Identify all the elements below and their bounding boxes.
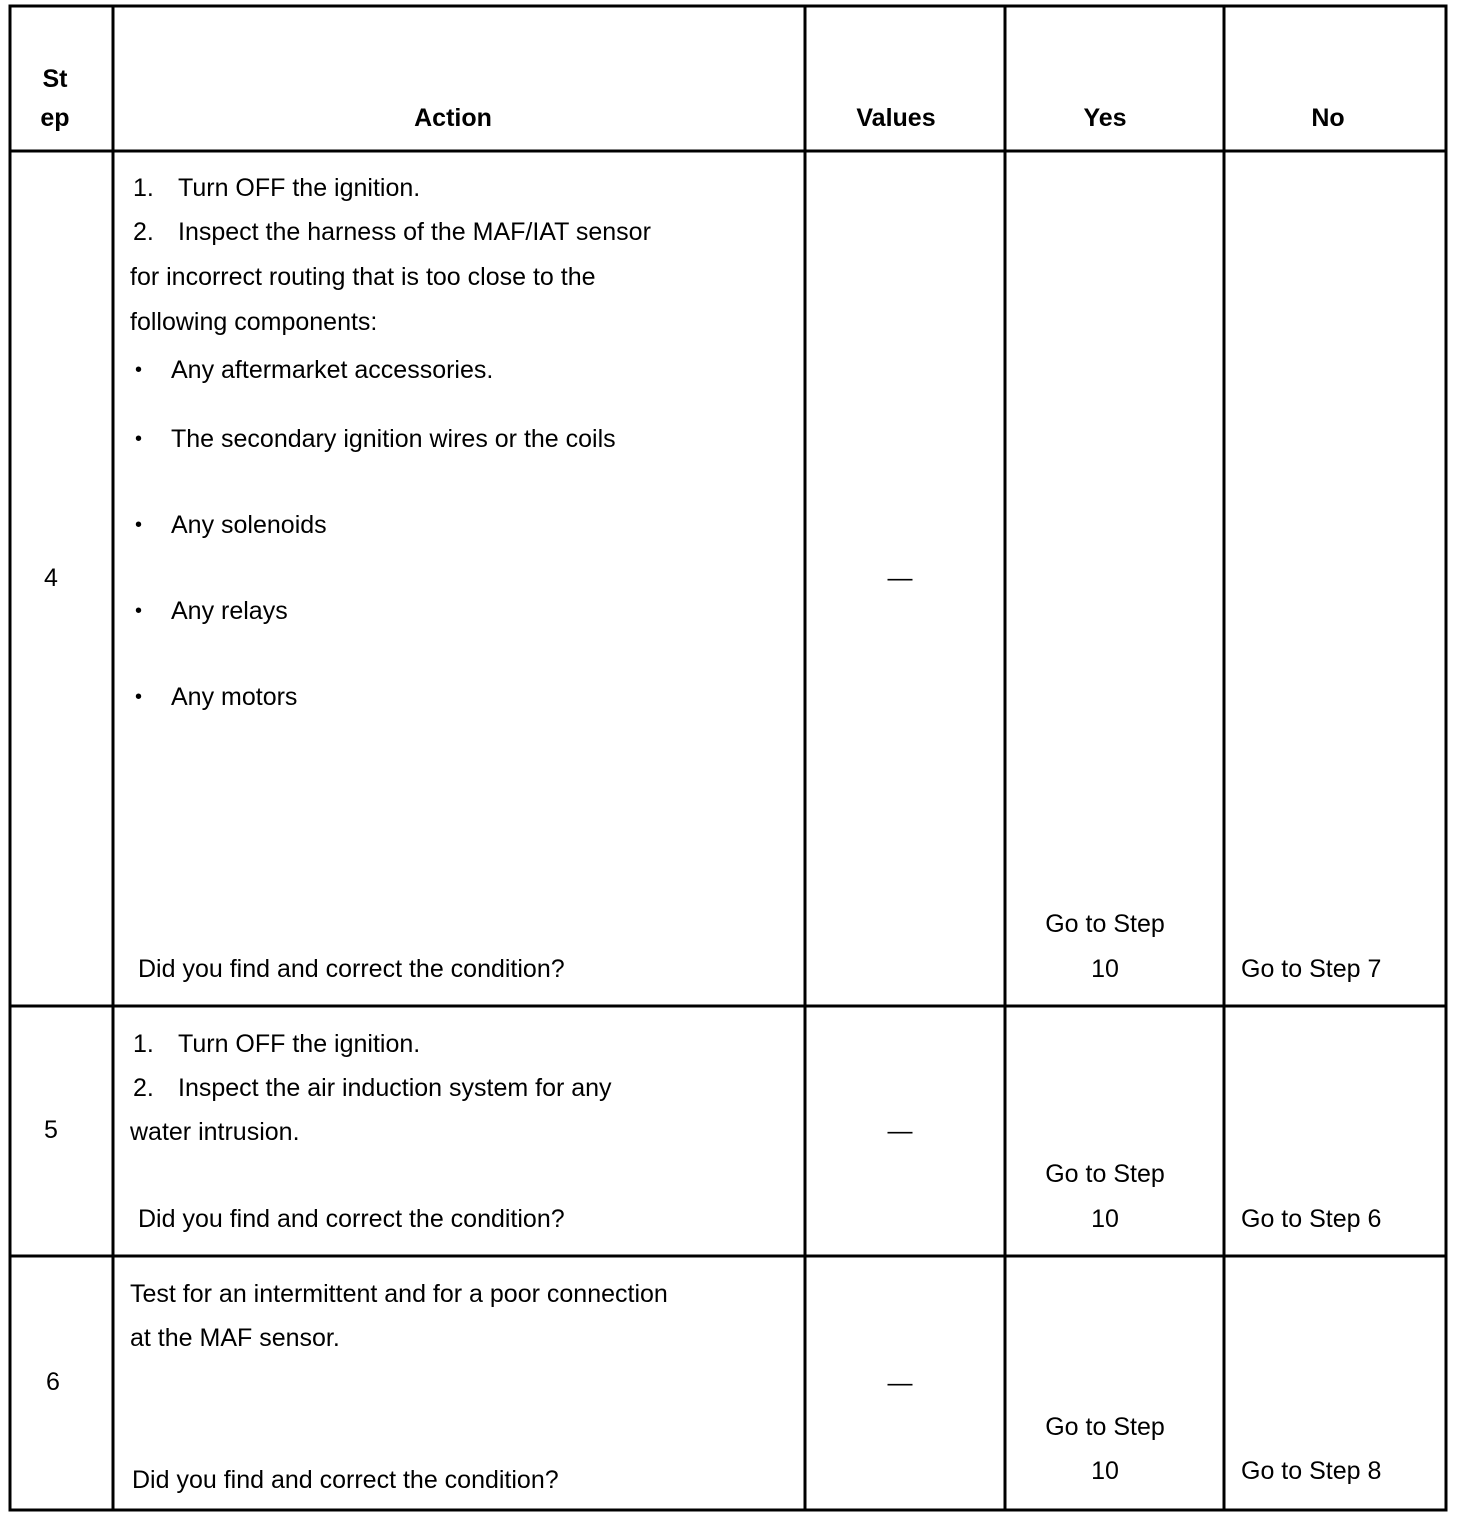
action-step-text: Turn OFF the ignition. (178, 174, 421, 202)
yes-cell-line2: 10 (1091, 1457, 1119, 1485)
bullet-marker: • (135, 514, 143, 536)
yes-cell-line1: Go to Step (1045, 910, 1165, 938)
step-number: 6 (46, 1368, 60, 1396)
yes-cell-line2: 10 (1091, 955, 1119, 983)
no-cell: Go to Step 7 (1241, 955, 1382, 983)
header-action: Action (414, 104, 492, 132)
yes-cell-line1: Go to Step (1045, 1160, 1165, 1188)
bullet-item: Any relays (171, 597, 288, 625)
bullet-marker: • (135, 600, 143, 622)
header-yes: Yes (1083, 104, 1127, 132)
action-step-text: for incorrect routing that is too close to the (130, 263, 596, 291)
value-cell: — (887, 1369, 913, 1397)
bullet-item: The secondary ignition wires or the coils (171, 425, 616, 453)
action-question: Did you find and correct the condition? (132, 1466, 559, 1494)
value-cell: — (887, 564, 913, 592)
header-step-line1: St (42, 65, 68, 93)
header-values: Values (856, 104, 936, 132)
action-item-number: 1. (133, 1030, 154, 1058)
action-step-text: Test for an intermittent and for a poor connection (130, 1280, 668, 1308)
bullet-marker: • (135, 428, 143, 450)
bullet-item: Any solenoids (171, 511, 327, 539)
no-cell: Go to Step 6 (1241, 1205, 1382, 1233)
action-step-text: at the MAF sensor. (130, 1324, 340, 1352)
action-step-text: Inspect the air induction system for any (178, 1074, 612, 1102)
action-item-number: 1. (133, 174, 154, 202)
action-question: Did you find and correct the condition? (138, 1205, 565, 1233)
action-step-text: following components: (130, 308, 378, 336)
action-step-text: Inspect the harness of the MAF/IAT sensor (178, 218, 651, 246)
action-item-number: 2. (133, 1074, 154, 1102)
step-number: 5 (44, 1116, 58, 1144)
action-question: Did you find and correct the condition? (138, 955, 565, 983)
value-cell: — (887, 1117, 913, 1145)
bullet-marker: • (135, 686, 143, 708)
yes-cell-line1: Go to Step (1045, 1413, 1165, 1441)
bullet-item: Any aftermarket accessories. (171, 356, 494, 384)
bullet-item: Any motors (171, 683, 298, 711)
step-number: 4 (44, 564, 58, 592)
action-item-number: 2. (133, 218, 154, 246)
no-cell: Go to Step 8 (1241, 1457, 1382, 1485)
yes-cell-line2: 10 (1091, 1205, 1119, 1233)
action-step-text: water intrusion. (130, 1118, 300, 1146)
header-no: No (1311, 104, 1345, 132)
bullet-marker: • (135, 359, 143, 381)
header-step-line2: ep (40, 104, 70, 132)
action-step-text: Turn OFF the ignition. (178, 1030, 421, 1058)
